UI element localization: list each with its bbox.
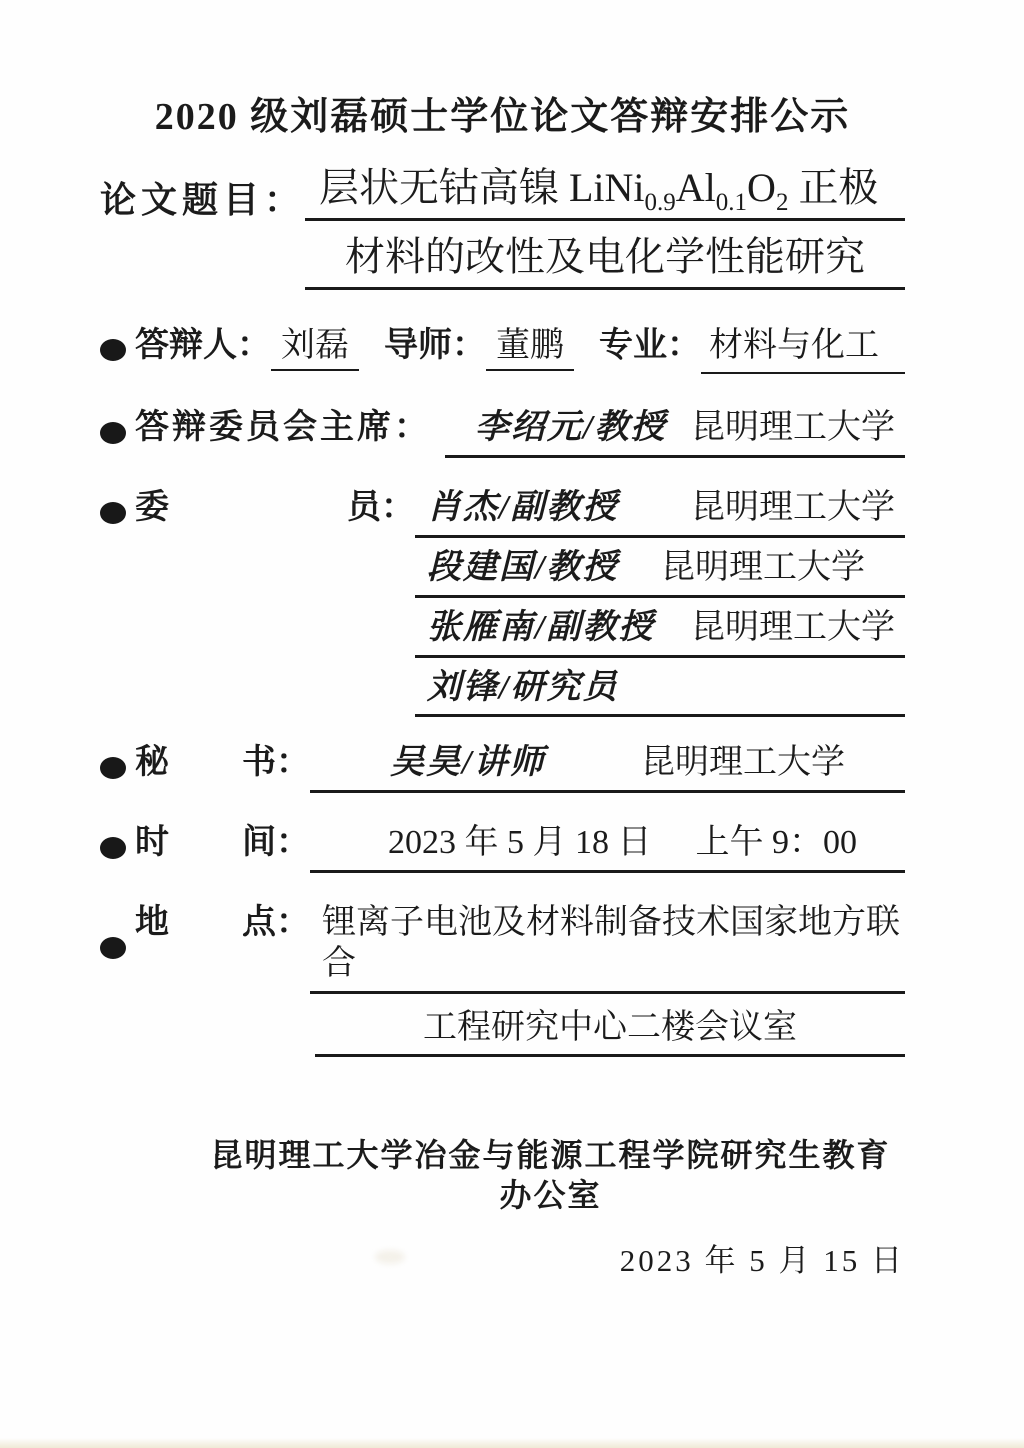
- committee-member-name: 肖杰/副教授: [427, 489, 619, 527]
- advisor-name: 董鹏: [486, 326, 574, 372]
- formula-subscript: 0.9: [644, 188, 676, 216]
- scan-edge-artifact: [0, 1438, 1024, 1448]
- committee-row: [100, 488, 905, 538]
- venue-line2: 工程研究中心二楼会议室: [315, 1008, 905, 1058]
- chair-name: 李绍元/教授: [475, 409, 667, 447]
- bullet-icon: [100, 502, 126, 524]
- page-title: 2020 级刘磊硕士学位论文答辩安排公示: [154, 96, 851, 138]
- defendant-label: 答辩人：: [135, 326, 271, 364]
- defendant-row: [100, 326, 905, 375]
- time-clock: 上午 9：00: [695, 824, 857, 862]
- secretary-affiliation: 昆明理工大学: [641, 744, 845, 782]
- committee-member-name: 段建国/教授: [427, 549, 619, 587]
- time-date: 2023 年 5 月 18 日: [388, 824, 652, 862]
- chair-affiliation: 昆明理工大学: [691, 409, 895, 447]
- thesis-title-row: [100, 164, 905, 290]
- secretary-name: 吴昊/讲师: [390, 744, 546, 782]
- major-name: 材料与化工: [701, 326, 905, 375]
- advisor-label: 导师：: [384, 326, 486, 364]
- time-label: 时 间：: [135, 824, 310, 862]
- bullet-icon: [100, 422, 126, 444]
- footer-date: 2023 年 5 月 15 日: [619, 1243, 905, 1279]
- formula-subscript: 2: [775, 188, 789, 216]
- footer-office: 昆明理工大学冶金与能源工程学院研究生教育办公室: [210, 1137, 891, 1214]
- chair-row: [100, 408, 905, 458]
- committee-member-name: 张雁南/副教授: [427, 608, 655, 646]
- committee-member-row: [415, 548, 905, 598]
- chair-label: 答辩委员会主席：: [135, 409, 431, 447]
- committee-member-affiliation: 昆明理工大学: [691, 608, 895, 646]
- committee-label: 委 员：: [135, 489, 415, 527]
- defendant-name: 刘磊: [271, 326, 359, 372]
- venue-row: [100, 903, 905, 994]
- formula-subscript: 0.1: [715, 188, 748, 216]
- committee-member-row: [415, 668, 905, 718]
- bullet-icon: [100, 937, 126, 959]
- bullet-icon: [100, 837, 126, 859]
- committee-member-row: [415, 608, 905, 658]
- venue-line1: 锂离子电池及材料制备技术国家地方联合: [322, 904, 900, 982]
- thesis-title-line1: 层状无钴高镍 $LiNi_{0.9}Al_{0.1}O_2$ 正极: [305, 164, 905, 221]
- committee-member-name: 刘锋/研究员: [427, 668, 619, 706]
- secretary-label: 秘 书：: [135, 744, 310, 782]
- committee-member-affiliation: 昆明理工大学: [661, 549, 865, 587]
- secretary-row: [100, 743, 905, 793]
- committee-member-affiliation: 昆明理工大学: [691, 489, 895, 527]
- major-label: 专业：: [599, 326, 701, 364]
- bullet-icon: [100, 339, 126, 361]
- scan-smudge: [375, 1250, 405, 1264]
- venue-label: 地 点：: [135, 904, 310, 942]
- thesis-title-label: 论文题目：: [100, 179, 306, 220]
- thesis-title-line2: 材料的改性及电化学性能研究: [305, 233, 905, 290]
- thesis-title-value: [305, 164, 905, 290]
- bullet-icon: [100, 757, 126, 779]
- time-row: [100, 823, 905, 873]
